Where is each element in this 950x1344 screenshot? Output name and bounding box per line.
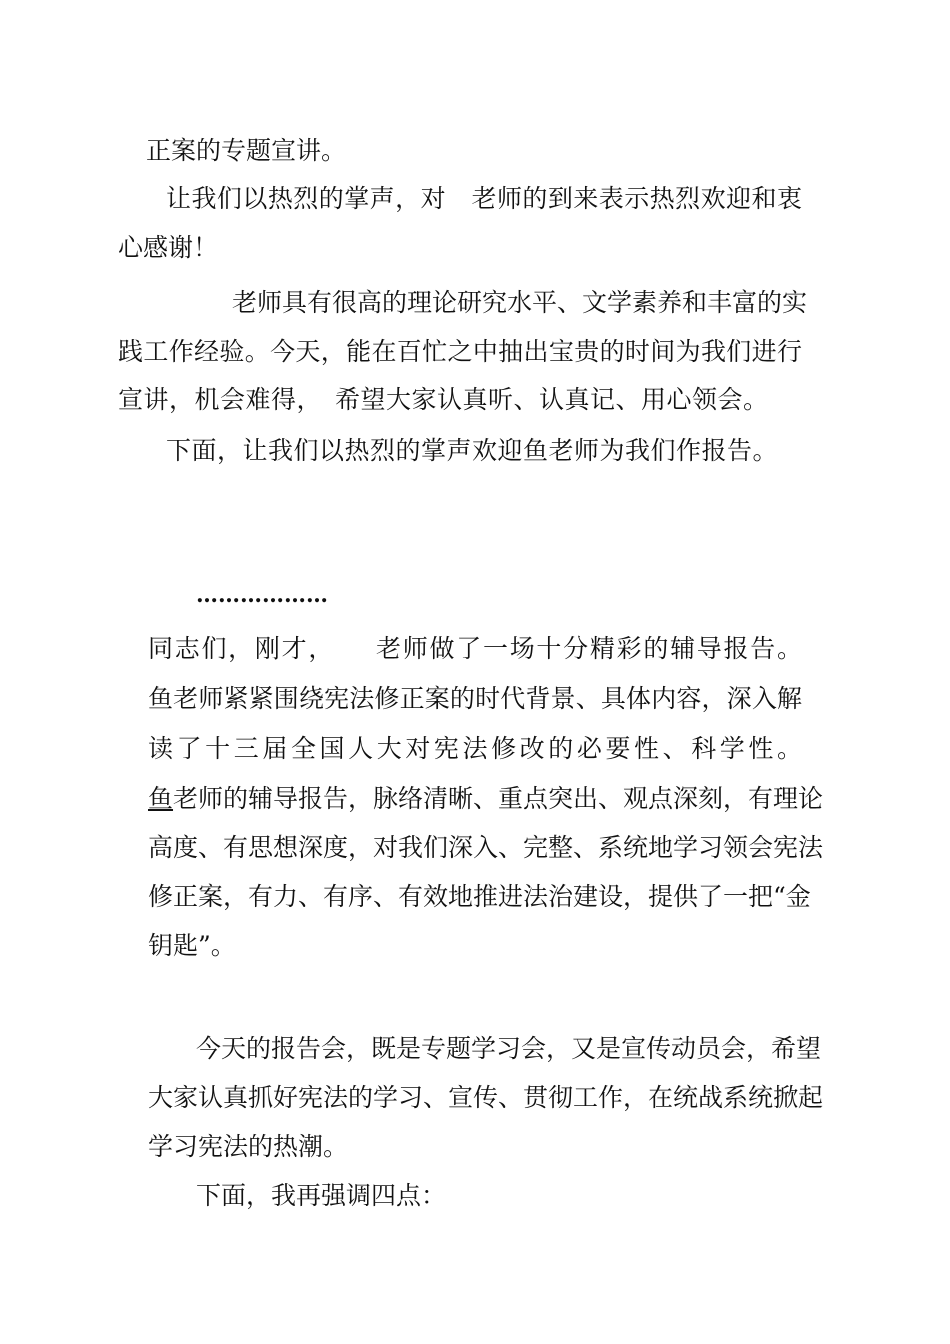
summary-line-2: 鱼老师紧紧围绕宪法修正案的时代背景、具体内容，深入解 [148,684,802,713]
intro-line-2: 让我们以热烈的掌声，对 老师的到来表示热烈欢迎和衷 [166,184,802,213]
intro-line-1: 正案的专题宣讲。 [146,136,347,165]
intro-line-5: 践工作经验。今天，能在百忙之中抽出宝贵的时间为我们进行 [118,337,802,366]
summary-line-6: 修正案，有力、有序、有效地推进法治建设，提供了一把“金 [148,882,811,911]
closing-line-4: 下面，我再强调四点： [196,1181,447,1210]
intro-line-4: 老师具有很高的理论研究水平、文学素养和丰富的实 [232,288,808,317]
intro-line-7: 下面，让我们以热烈的掌声欢迎鱼老师为我们作报告。 [166,436,779,465]
summary-line-3: 读了十三届全国人大对宪法修改的必要性、科学性。 [148,734,802,763]
summary-line-7: 钥匙”。 [148,931,236,960]
summary-line-5: 高度、有思想深度，对我们深入、完整、系统地学习领会宪法 [148,833,824,862]
summary-line-4 [148,784,824,813]
intro-line-3: 心感谢！ [118,233,219,262]
closing-line-1: 今天的报告会，既是专题学习会，又是宣传动员会，希望 [196,1034,822,1063]
section-separator: ……………… [196,582,328,608]
closing-line-2: 大家认真抓好宪法的学习、宣传、贯彻工作，在统战系统掀起 [148,1083,824,1112]
intro-line-6: 宣讲，机会难得， 希望大家认真听、认真记、用心领会。 [118,385,769,414]
summary-line-1: 同志们，刚才， 老师做了一场十分精彩的辅导报告。 [148,634,802,663]
underlined-character: 鱼 [148,784,174,813]
summary-line-4-text: 老师的辅导报告，脉络清晰、重点突出、观点深刻，有理论 [173,784,824,813]
closing-line-3: 学习宪法的热潮。 [148,1132,349,1161]
